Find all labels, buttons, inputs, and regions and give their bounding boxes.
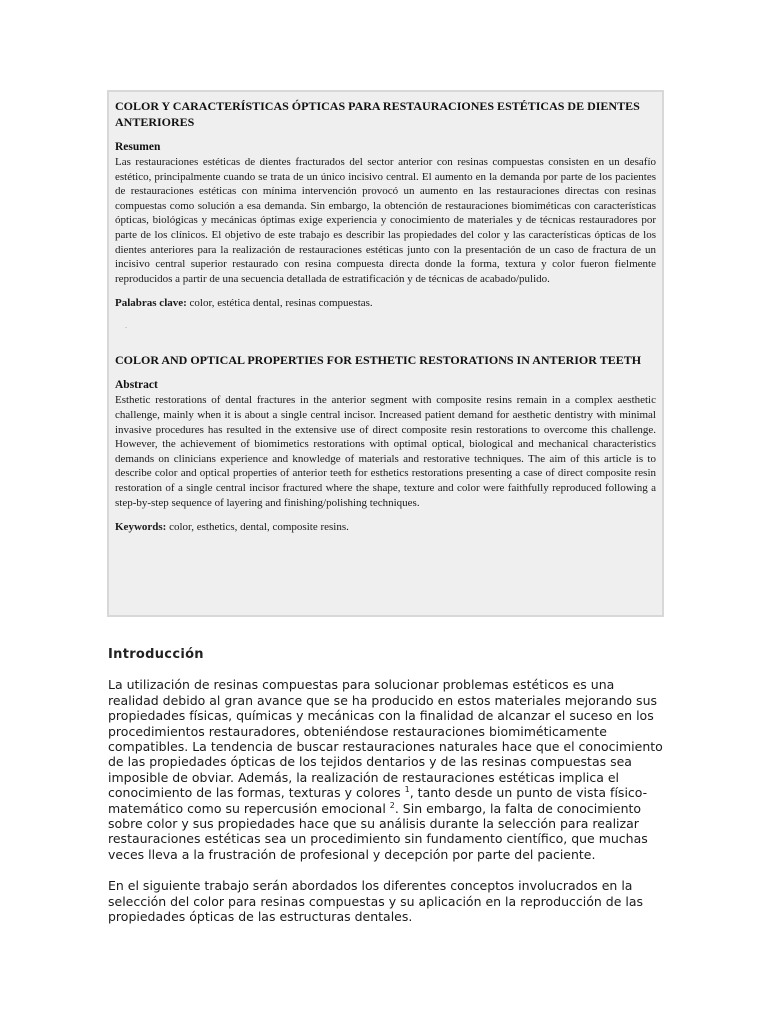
separator-dot: . xyxy=(125,320,127,330)
introduccion-paragraph-2: En el siguiente trabajo serán abordados los diferentes conceptos involucrados en la selección del color para resinas compuestas y su aplicación en la reproducción de las propiedades ópticas de las estructuras dentales. xyxy=(108,878,644,925)
spanish-title: COLOR Y CARACTERÍSTICAS ÓPTICAS PARA RESTAURACIONES ESTÉTICAS DE DIENTES ANTERIORES xyxy=(115,99,640,129)
palabras-clave-values: color, estética dental, resinas compuestas. xyxy=(189,297,373,310)
palabras-clave xyxy=(115,296,656,311)
keywords xyxy=(115,520,656,535)
introduccion-heading: Introducción xyxy=(108,647,204,662)
abstract-box xyxy=(107,90,664,617)
resumen-heading: Resumen xyxy=(115,141,161,153)
english-section xyxy=(115,353,656,535)
palabras-clave-label: Palabras clave: xyxy=(115,297,187,310)
reference-1[interactable]: 1 xyxy=(404,785,410,795)
keywords-values: color, esthetics, dental, composite resins. xyxy=(169,521,349,534)
english-title: COLOR AND OPTICAL PROPERTIES FOR ESTHETIC RESTORATIONS IN ANTERIOR TEETH xyxy=(115,352,642,367)
resumen-body: Las restauraciones estéticas de dientes fracturados del sector anterior con resinas compuestas consisten en un desafío estético, principalmente cuando se trata de un único incisivo central. El aumento en la demanda por parte de los pacientes de restauraciones estéticas con mínima intervención provocó un aumento en las restauraciones directas con resinas compuestas como solución a esa demanda. Sin embargo, la obtención de restauraciones biomiméticas con características ópticas, biológicas y mecánicas óptimas exige experiencia y conocimiento de materiales y de técnicas restauradores por parte de los clínicos. El objetivo de este trabajo es describir las propiedades del color y las características ópticas de los dientes anteriores para la realización de restauraciones estéticas junto con la presentación de un caso de fractura de un incisivo central superior restaurado con resina compuesta directa donde la forma, textura y color fueron fielmente reproducidos a partir de una secuencia detallada de estratificación y de técnicas de acabado/pulido. xyxy=(115,156,656,285)
introduction-section xyxy=(108,647,663,941)
keywords-label: Keywords: xyxy=(115,521,167,534)
abstract-body: Esthetic restorations of dental fractures in the anterior segment with composite resins remain in a complex aesthetic challenge, mainly when it is about a single central incisor. Increased patient demand for aesthetic dentistry with minimal invasive procedures has resulted in the extensive use of direct composite resin restorations to overcome this challenge. However, the achievement of biomimetics restorations with optimal optical, biological and mechanical characteristics demands on clinicians experience and knowledge of materials and restorative techniques. The aim of this article is to describe color and optical properties of anterior teeth for esthetics restorations presenting a case of direct composite resin restoration of a single central incisor fractured where the shape, texture and color were faithfully reproduced following a step-by-step sequence of layering and finishing/polishing techniques. xyxy=(115,394,656,509)
reference-2[interactable]: 2 xyxy=(389,800,395,810)
abstract-heading: Abstract xyxy=(115,379,158,392)
introduccion-paragraph-1: La utilización de resinas compuestas para solucionar problemas estéticos es una realidad debido al gran avance que se ha producido en estos materiales mejorando sus propiedades físicas, químicas y mecánicas con la finalidad de alcanzar el suceso en los procedimientos restauradores, obteniéndose restauraciones biomiméticamente compatibles. La tendencia de buscar restauraciones naturales hace que el conocimiento de las propiedades ópticas de los tejidos dentarios y de las resinas compuestas sea imposible de obviar. Además, la realización de restauraciones estéticas implica el conocimiento de las formas, texturas y colores $^1$, tanto desde un punto de vista físico-matemático como su repercusión emocional $^2$. Sin embargo, la falta de conocimiento sobre color y sus propiedades hace que su análisis durante la selección para realizar restauraciones estéticas sea un procedimiento sin fundamento científico, que muchas veces lleva a la frustración de profesional y decepción por parte del paciente. xyxy=(108,677,663,862)
